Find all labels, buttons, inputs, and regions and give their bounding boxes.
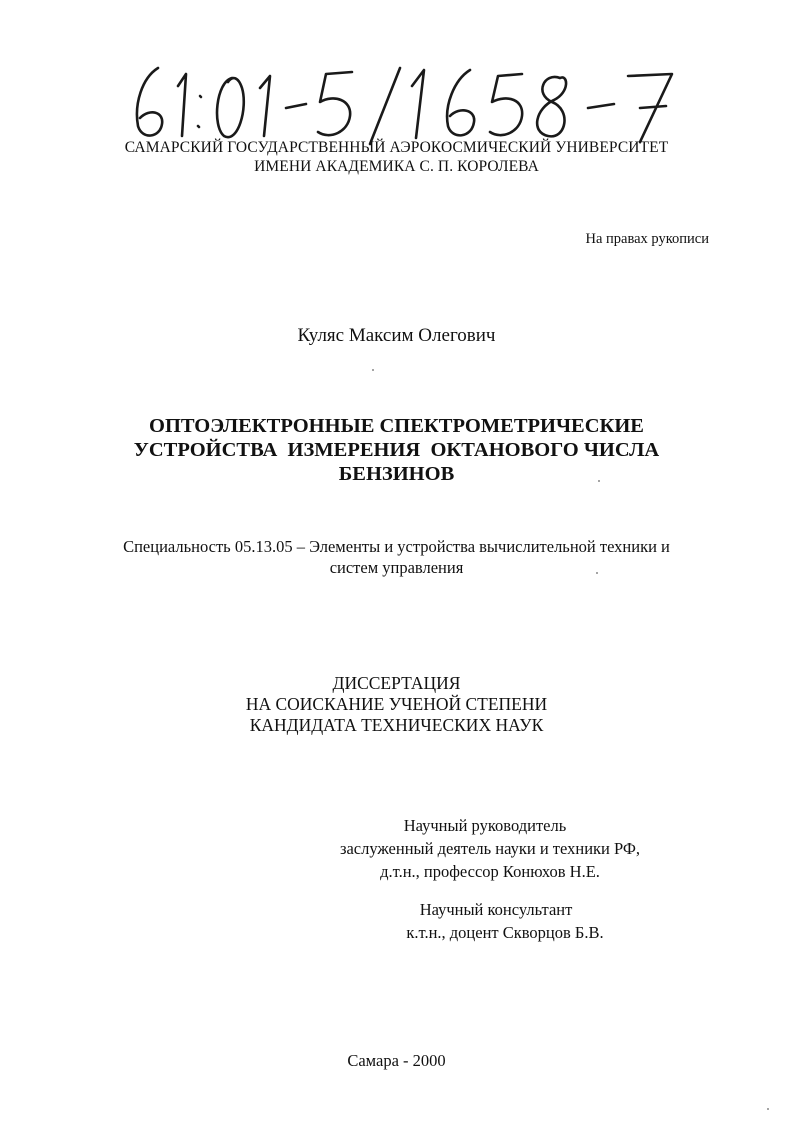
degree-statement bbox=[0, 673, 793, 736]
scan-speck bbox=[372, 369, 374, 371]
scientific-consultant bbox=[330, 898, 680, 944]
university-line-2: ИМЕНИ АКАДЕМИКА С. П. КОРОЛЕВА bbox=[254, 158, 539, 175]
handwritten-number-drawing bbox=[120, 56, 680, 146]
degree-line-3: КАНДИДАТА ТЕХНИЧЕСКИХ НАУК bbox=[249, 715, 544, 735]
consultant-role: Научный консультант bbox=[419, 900, 573, 919]
degree-line-2: НА СОИСКАНИЕ УЧЕНОЙ СТЕПЕНИ bbox=[245, 694, 548, 714]
supervisor-name: д.т.н., профессор Конюхов Н.Е. bbox=[380, 862, 600, 881]
university-header bbox=[0, 138, 793, 176]
scientific-supervisor bbox=[315, 814, 665, 883]
rights-note: На правах рукописи bbox=[585, 231, 709, 247]
specialty-line-1: Специальность 05.13.05 – Элементы и устройства вычислительной техники и bbox=[123, 537, 670, 556]
specialty bbox=[0, 536, 793, 578]
title-line-2: УСТРОЙСТВА ИЗМЕРЕНИЯ ОКТАНОВОГО ЧИСЛА bbox=[133, 439, 660, 461]
scan-speck bbox=[767, 1108, 769, 1110]
consultant-name: к.т.н., доцент Скворцов Б.В. bbox=[406, 923, 604, 942]
university-line-1: САМАРСКИЙ ГОСУДАРСТВЕННЫЙ АЭРОКОСМИЧЕСКИЙ УНИВЕРСИТЕТ bbox=[124, 139, 669, 156]
title-line-3: БЕНЗИНОВ bbox=[338, 463, 455, 485]
supervisor-role: Научный руководитель bbox=[403, 816, 567, 835]
specialty-line-2: систем управления bbox=[329, 558, 464, 577]
dissertation-title bbox=[0, 414, 793, 486]
city-year: Самара - 2000 bbox=[347, 1051, 446, 1070]
title-line-1: ОПТОЭЛЕКТРОННЫЕ СПЕКТРОМЕТРИЧЕСКИЕ bbox=[149, 415, 644, 437]
degree-line-1: ДИССЕРТАЦИЯ bbox=[332, 673, 461, 693]
supervisor-honor: заслуженный деятель науки и техники РФ, bbox=[339, 839, 641, 858]
scan-speck bbox=[598, 480, 600, 482]
author-name: Куляс Максим Олегович bbox=[297, 325, 496, 346]
handwritten-archive-number bbox=[120, 56, 680, 146]
scan-speck bbox=[596, 572, 598, 574]
